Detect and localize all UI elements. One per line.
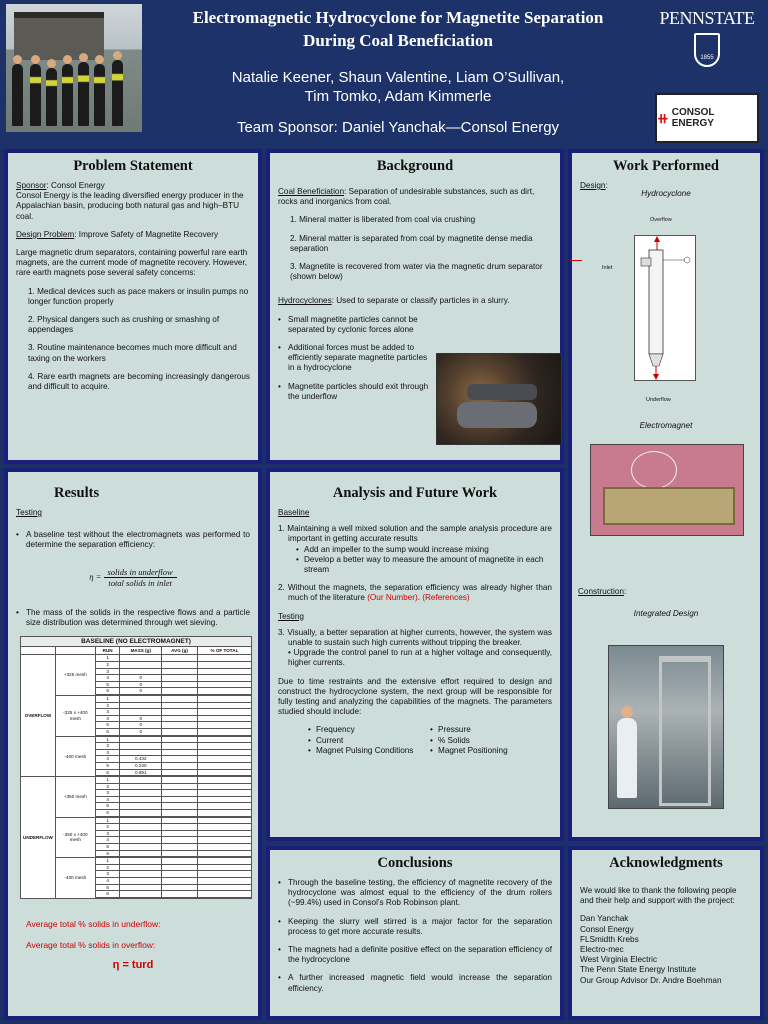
avg-cell [162, 864, 198, 871]
mass-cell [120, 709, 162, 716]
fraction-label: -400 mesh [55, 858, 95, 899]
mass-cell [120, 850, 162, 857]
pct-cell [197, 736, 251, 743]
mass-cell [120, 668, 162, 675]
mass-cell [120, 897, 162, 898]
run-cell: 2 [95, 783, 120, 790]
run-cell: 6 [95, 850, 120, 857]
conclusions-panel: Conclusions • Through the baseline testing, the efficiency of magnetite recovery of the hydrocyclone was almost equal to the efficiency of the drum rollers (~99.4%) used in Consol’s Rob Robinson plant. • Keeping the slurry well stirred is a major factor for the separation process to get more accurate results. • The magnets had a definite positive effect on the separation efficiency of the hydrocyclone • A further increased magnetic field would increase the separation efficiency. [266, 846, 564, 1020]
run-cell: 1 [95, 777, 120, 784]
pct-cell [197, 824, 251, 831]
run-cell: 5 [95, 681, 120, 688]
ack-list: Dan Yanchak Consol Energy FLSmidth Krebs Electro-mec West Virginia Electric The Penn State Energy Institute Our Group Advisor Dr. Andre Boehman [580, 914, 722, 985]
hydrocyclone-diagram [634, 235, 696, 381]
electromagnet-photo [590, 444, 744, 536]
avg-cell [162, 837, 198, 844]
mass-cell: 0 [120, 675, 162, 682]
fraction-label: -400 mesh [55, 736, 95, 777]
avg-cell [162, 783, 198, 790]
panel-heading: Acknowledgments [609, 855, 723, 871]
mass-cell [120, 817, 162, 824]
pct-cell [197, 722, 251, 729]
mass-cell [120, 891, 162, 898]
table-row [21, 777, 252, 784]
run-cell: 6 [95, 769, 120, 776]
run-cell: 3 [95, 871, 120, 878]
mass-cell [120, 655, 162, 662]
avg-cell [162, 817, 198, 824]
fraction-label: +350 mesh [55, 777, 95, 818]
pct-cell [197, 796, 251, 803]
avg-cell [162, 728, 198, 735]
pennstate-logo: PENNSTATE 1855 [656, 8, 758, 74]
run-cell: 2 [95, 662, 120, 669]
avg-cell [162, 824, 198, 831]
mass-cell [120, 830, 162, 837]
pct-cell [197, 662, 251, 669]
run-cell: 3 [95, 830, 120, 837]
authors: Natalie Keener, Shaun Valentine, Liam O’Sullivan, Tim Tomko, Adam Kimmerle [231, 69, 565, 105]
panel-heading: Analysis and Future Work [332, 485, 498, 501]
avg-cell [162, 722, 198, 729]
avg-cell [162, 790, 198, 797]
run-cell: 4 [95, 715, 120, 722]
pct-cell [197, 749, 251, 756]
table-row [21, 858, 252, 865]
avg-cell [162, 878, 198, 885]
avg-cell [162, 688, 198, 695]
pct-cell [197, 783, 251, 790]
acknowledgments-panel: Acknowledgments We would like to thank the following people and their help and support with the project: Dan Yanchak Consol Energy FLSmidth Krebs Electro-mec West Virginia Electric The Penn State Energy Institute Our Group Advisor Dr. Andre Boehman [568, 846, 764, 1020]
pct-cell [197, 655, 251, 662]
run-cell: 4 [95, 756, 120, 763]
flow-label: OVERFLOW [21, 655, 56, 777]
poster-title: Electromagnetic Hydrocyclone for Magnetite Separation During Coal Beneficiation [192, 8, 604, 50]
pct-cell [197, 837, 251, 844]
run-cell: 6 [95, 688, 120, 695]
consol-energy-logo: ⧺ CONSOL ENERGY [655, 93, 759, 143]
avg-cell [162, 858, 198, 865]
mass-cell [120, 777, 162, 784]
problem-statement-panel: Problem Statement Sponsor: Consol Energy Consol Energy is the leading diversified energy producer in the Appalachian basin, producing both natural gas and high–BTU coal. Design Problem: Improve Safety of Magnetite Recovery Large magnetic drum separators, containing powerful rare earth magnets, are the current mode of magnetite recovery. However, rare earth magnets pose several safety concerns: 1. Medical devices such as pace makers or insulin pumps no longer function properly 2. Physical dangers such as crushing or smashing of appendages 3. Routine maintenance becomes much more difficult and taxing on the workers 4. Rare earth magnets are becoming increasingly dangerous and difficult to acquire. [4, 149, 262, 464]
mass-cell [120, 878, 162, 885]
panel-heading: Results [54, 485, 100, 501]
mass-cell [120, 824, 162, 831]
run-cell: 3 [95, 709, 120, 716]
mass-cell: 0 [120, 681, 162, 688]
team-sponsor: Team Sponsor: Daniel Yanchak—Consol Energy [236, 119, 560, 136]
avg-cell [162, 871, 198, 878]
shield-icon: 1855 [694, 33, 720, 67]
avg-cell [162, 681, 198, 688]
pct-cell [197, 864, 251, 871]
background-panel: Background Coal Beneficiation: Separation of undesirable substances, such as dirt, rocks and inorganics from coal. 1. Mineral matter is liberated from coal via crushing 2. Mineral matter is separated from coal by magnetite dense media separation 3. Magnetite is recovered from water via the magnetic drum separator (shown below) Hydrocyclones: Used to separate or classify particles in a slurry. • Small magnetite particles cannot be separated by cyclonic forces alone • Additional forces must be added to efficiently separate magnetite particles in a hydrocyclone • Magnetite particles should exit through the underflow [266, 149, 564, 464]
run-cell: 1 [95, 655, 120, 662]
pct-cell [197, 871, 251, 878]
pct-cell [197, 844, 251, 851]
mass-cell [120, 662, 162, 669]
run-cell: 5 [95, 884, 120, 891]
panel-heading: Work Performed [613, 158, 719, 174]
table-row [21, 736, 252, 743]
work-performed-panel: Work Performed Design: Hydrocyclone Overflow Inlet Underflow Electromagnet Construction: Integrated Design [568, 149, 764, 841]
pct-cell [197, 702, 251, 709]
drum-separator-photo [436, 353, 562, 445]
pct-cell [197, 897, 251, 898]
avg-cell [162, 762, 198, 769]
mass-cell [120, 702, 162, 709]
avg-cell [162, 897, 198, 898]
mass-cell [120, 783, 162, 790]
avg-cell [162, 850, 198, 857]
mass-cell: 0.432 [120, 756, 162, 763]
avg-cell [162, 810, 198, 817]
avg-cell [162, 891, 198, 898]
run-cell: 2 [95, 824, 120, 831]
pct-cell [197, 817, 251, 824]
fraction-label: +325 mesh [55, 655, 95, 696]
avg-cell [162, 803, 198, 810]
pct-cell [197, 762, 251, 769]
run-cell: 2 [95, 743, 120, 750]
panel-heading: Conclusions [377, 855, 453, 871]
mass-cell: 0 [120, 715, 162, 722]
pct-cell [197, 675, 251, 682]
pct-cell [197, 769, 251, 776]
mass-cell [120, 844, 162, 851]
mass-cell [120, 796, 162, 803]
pct-cell [197, 728, 251, 735]
team-photo [6, 4, 142, 132]
mass-cell [120, 858, 162, 865]
run-cell: 6 [95, 728, 120, 735]
mass-cell: 0.230 [120, 762, 162, 769]
pct-cell [197, 715, 251, 722]
pct-cell [197, 756, 251, 763]
panel-heading: Problem Statement [73, 158, 193, 174]
avg-cell [162, 756, 198, 763]
avg-cell [162, 655, 198, 662]
avg-cell [162, 662, 198, 669]
pct-cell [197, 810, 251, 817]
pct-cell [197, 743, 251, 750]
mass-cell [120, 736, 162, 743]
mass-cell [120, 743, 162, 750]
avg-cell [162, 884, 198, 891]
mass-cell [120, 884, 162, 891]
pct-cell [197, 777, 251, 784]
table-row [21, 655, 252, 662]
analysis-panel: Analysis and Future Work Baseline 1. Maintaining a well mixed solution and the sample analysis procedure are important in getting accurate results • Add an impeller to the sump would increase mixing • Develop a better way to measure the amount of magnetite in each stream 2. Without the magnets, the separation efficiency was already higher than much of the literature (Our Number). (References) Testing 3. Visually, a better separation at higher currents, however, the system was unable to sustain such high currents without tripping the breaker. • Upgrade the control panel to run at a higher voltage and consequently, higher currents. Due to time restraints and the extensive effort required to design and construct the hydrocyclone system, the next group will be responsible for fully testing and analyzing the capabilities of the magnets. The parameters studied should include: • Frequency • Current • Magnet Pulsing Conditions • Pressure • % Solids • Magnet Positioning [266, 468, 564, 841]
pct-cell [197, 850, 251, 857]
avg-cell [162, 749, 198, 756]
mass-cell: 0.891 [120, 769, 162, 776]
avg-cell [162, 777, 198, 784]
run-cell: 3 [95, 668, 120, 675]
mass-cell [120, 871, 162, 878]
results-panel: Results Testing • A baseline test without the electromagnets was performed to determine the separation efficiency: η = $\frac{\text{solids in underflow}}{\text{total solids in inlet}}$ • The mass of the solids in the respective flows and a particle size distribution was determined through wet sieving. BASELINE (NO ELECTROMAGNET) RUN MASS (g) AVG (g) % OF TOTAL OVERFLOW +325 mesh 1 2 3 4 0 5 0 6 0 -325 x +400 mesh 1 2 3 4 0 5 0 6 0 -400 mesh 1 2 3 4 0.432 5 0.230 6 0.891 UNDERFLOW +350 mesh 1 2 3 4 5 6 -350 x +400 mesh 1 2 3 4 5 6 -400 mesh 1 2 3 4 5 6 Average total % solids in underflow: Average total % solids in overflow: η = turd [4, 468, 262, 1020]
avg-cell [162, 709, 198, 716]
pct-cell [197, 858, 251, 865]
mass-cell [120, 749, 162, 756]
efficiency-formula: η = $\frac{\text{solids in underflow}}{\text{total solids in inlet}}$ [16, 567, 250, 588]
fraction-label: -350 x +400 mesh [55, 817, 95, 858]
pct-cell [197, 878, 251, 885]
avg-cell [162, 702, 198, 709]
table-row [21, 695, 252, 702]
pct-cell [197, 803, 251, 810]
baseline-table: BASELINE (NO ELECTROMAGNET) RUN MASS (g) AVG (g) % OF TOTAL OVERFLOW +325 mesh 1 2 3 4 0 5 0 6 0 -325 x +400 mesh 1 2 3 4 0 5 0 6 0 -400 mesh 1 2 3 4 0.432 5 0.230 6 0.891 UNDERFLOW +350 mesh 1 2 3 4 5 6 -350 x +400 mesh 1 2 3 4 5 6 -400 mesh 1 2 3 4 5 6 [20, 636, 252, 898]
avg-cell [162, 675, 198, 682]
pct-cell [197, 830, 251, 837]
avg-cell [162, 796, 198, 803]
mass-cell [120, 790, 162, 797]
mass-cell [120, 837, 162, 844]
avg-cell [162, 668, 198, 675]
pct-cell [197, 695, 251, 702]
run-cell: 1 [95, 695, 120, 702]
panel-heading: Background [376, 158, 454, 174]
run-cell: 2 [95, 864, 120, 871]
mass-cell: 0 [120, 722, 162, 729]
table-row [21, 817, 252, 824]
mass-cell [120, 810, 162, 817]
run-cell: 3 [95, 749, 120, 756]
run-cell: 5 [95, 844, 120, 851]
run-cell: 4 [95, 878, 120, 885]
mass-cell [120, 864, 162, 871]
fraction-label: -325 x +400 mesh [55, 695, 95, 736]
run-cell: 2 [95, 702, 120, 709]
avg-cell [162, 830, 198, 837]
run-cell: 6 [95, 891, 120, 898]
avg-cell [162, 743, 198, 750]
mass-cell: 0 [120, 688, 162, 695]
run-cell: 4 [95, 837, 120, 844]
run-cell: 5 [95, 762, 120, 769]
run-cell: 1 [95, 817, 120, 824]
run-cell [95, 897, 120, 898]
run-cell: 1 [95, 858, 120, 865]
pct-cell [197, 681, 251, 688]
mass-cell: 0 [120, 728, 162, 735]
integrated-design-photo [608, 645, 724, 809]
run-cell: 4 [95, 796, 120, 803]
consol-mark-icon: ⧺ [657, 109, 669, 126]
avg-cell [162, 736, 198, 743]
avg-cell [162, 844, 198, 851]
pct-cell [197, 884, 251, 891]
flow-label: UNDERFLOW [21, 777, 56, 899]
run-cell: 4 [95, 675, 120, 682]
run-cell: 1 [95, 736, 120, 743]
pct-cell [197, 709, 251, 716]
mass-cell [120, 803, 162, 810]
pct-cell [197, 790, 251, 797]
run-cell: 6 [95, 810, 120, 817]
avg-cell [162, 695, 198, 702]
pct-cell [197, 688, 251, 695]
parameter-list: • Frequency • Current • Magnet Pulsing Conditions • Pressure • % Solids • Magnet Positioning [278, 725, 552, 756]
pct-cell [197, 668, 251, 675]
avg-cell [162, 715, 198, 722]
run-cell: 5 [95, 803, 120, 810]
mass-cell [120, 695, 162, 702]
pct-cell [197, 891, 251, 898]
run-cell: 3 [95, 790, 120, 797]
poster-header [0, 0, 768, 148]
run-cell: 5 [95, 722, 120, 729]
avg-cell [162, 769, 198, 776]
